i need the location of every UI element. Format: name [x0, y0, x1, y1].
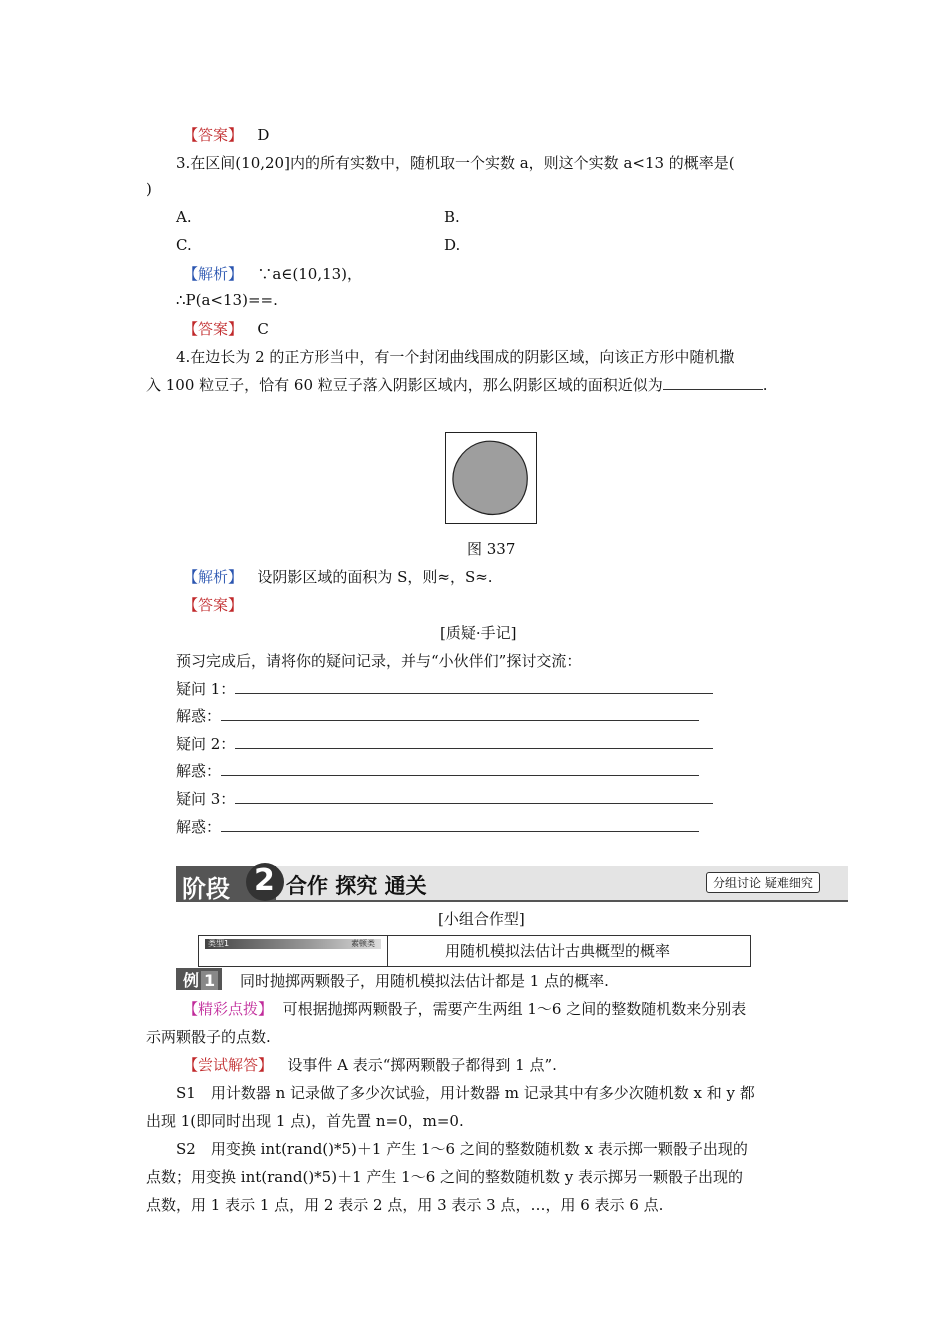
write-line[interactable]: [235, 734, 713, 749]
step1-line2: 出现 1(即同时出现 1 点)，首先置 n=0，m=0.: [146, 1112, 464, 1130]
shaded-region-figure: [446, 433, 536, 523]
q3-analysis-line2: ∴P(a<13)==.: [176, 291, 278, 309]
notes-row: 疑问 2：: [176, 733, 713, 754]
write-line[interactable]: [235, 679, 713, 694]
analysis-text: 设阴影区域的面积为 S，则≈，S≈.: [257, 568, 493, 586]
q3-answer-line: [183, 318, 269, 339]
hint-line: 【精彩点拨】 可根据抛掷两颗骰子，需要产生两组 1～6 之间的整数随机数来分别表: [183, 1000, 747, 1018]
stage-title: 合作 探究 通关: [286, 873, 427, 898]
shaded-region: [453, 441, 527, 514]
analysis-tag: 【解析】: [183, 568, 244, 586]
figure-square: [445, 432, 537, 524]
type-heading-box: [198, 935, 751, 967]
answer-tag: 【答案】: [183, 126, 244, 144]
q4-line1: 4.在边长为 2 的正方形当中，有一个封闭曲线围成的阴影区域，向该正方形中随机撒: [176, 348, 735, 366]
answer-value: C: [257, 320, 269, 338]
analysis-tag: 【解析】: [183, 265, 244, 283]
q3-analysis-line: [183, 263, 362, 284]
q3-option-b: B.: [444, 208, 460, 226]
hint-tag: 【精彩点拨】: [183, 1000, 274, 1018]
write-line[interactable]: [221, 761, 699, 776]
step2-line1: S2 用变换 int(rand()*5)＋1 产生 1～6 之间的整数随机数 x 表示掷一颗骰子出现的: [176, 1140, 748, 1158]
notes-row: 疑问 1：: [176, 678, 713, 699]
q4-line2: 入 100 粒豆子，恰有 60 粒豆子落入阴影区域内，那么阴影区域的面积近似为 .: [146, 376, 768, 394]
write-line[interactable]: [221, 817, 699, 832]
q3-question: 3.在区间(10,20]内的所有实数中，随机取一个实数 a，则这个实数 a<13 的概率是(: [176, 154, 735, 172]
notes-intro: 预习完成后，请将你的疑问记录，并与“小伙伴们”探讨交流：: [176, 652, 582, 670]
write-line[interactable]: [235, 789, 713, 804]
stage-label: 阶段: [182, 875, 230, 903]
q3-option-d: D.: [444, 236, 461, 254]
q3-option-a: A.: [176, 208, 192, 226]
hint-line2: 示两颗骰子的点数.: [146, 1028, 271, 1046]
q4-answer-line: [183, 594, 243, 615]
q3-close-paren: ): [146, 180, 152, 198]
stage-banner: [176, 863, 848, 903]
type-label-cell: [199, 936, 388, 966]
type-label: 类型1: [208, 939, 230, 948]
step2-line3: 点数，用 1 表示 1 点，用 2 表示 2 点，用 3 表示 3 点，…，用 6 表示 6 点.: [146, 1196, 664, 1214]
notes-row: 解惑：: [176, 760, 699, 781]
q4-blank: [663, 375, 763, 390]
try-tag: 【尝试解答】: [183, 1056, 274, 1074]
type-title: 用随机模拟法估计古典概型的概率: [445, 942, 671, 960]
q3-option-c: C.: [176, 236, 192, 254]
example-tag: 例 1: [183, 968, 218, 991]
analysis-text: ∵a∈(10,13)，: [257, 265, 363, 283]
group-subtitle: [小组合作型]: [438, 910, 525, 928]
q4-analysis-line: [183, 566, 493, 587]
stage-number: 2: [254, 863, 275, 898]
type-right-label: 素顿类: [351, 939, 375, 948]
notes-row: 解惑：: [176, 816, 699, 837]
write-line[interactable]: [221, 706, 699, 721]
notes-row: 解惑：: [176, 705, 699, 726]
q2-answer-line: [183, 124, 269, 145]
step1-line1: S1 用计数器 n 记录做了多少次试验，用计数器 m 记录其中有多少次随机数 x 和 y 都: [176, 1084, 755, 1102]
answer-tag: 【答案】: [183, 320, 244, 338]
example-text: 同时抛掷两颗骰子，用随机模拟法估计都是 1 点的概率.: [240, 972, 609, 990]
stage-right-label: 分组讨论 疑难细究: [706, 872, 820, 893]
try-line: 【尝试解答】 设事件 A 表示“掷两颗骰子都得到 1 点”.: [183, 1056, 557, 1074]
notes-row: 疑问 3：: [176, 788, 713, 809]
answer-value: D: [257, 126, 270, 144]
answer-tag: 【答案】: [183, 596, 244, 614]
step2-line2: 点数；用变换 int(rand()*5)＋1 产生 1～6 之间的整数随机数 y 表示掷另一颗骰子出现的: [146, 1168, 744, 1186]
notes-title: [质疑·手记]: [440, 624, 517, 642]
figure-caption: 图 337: [467, 540, 516, 558]
